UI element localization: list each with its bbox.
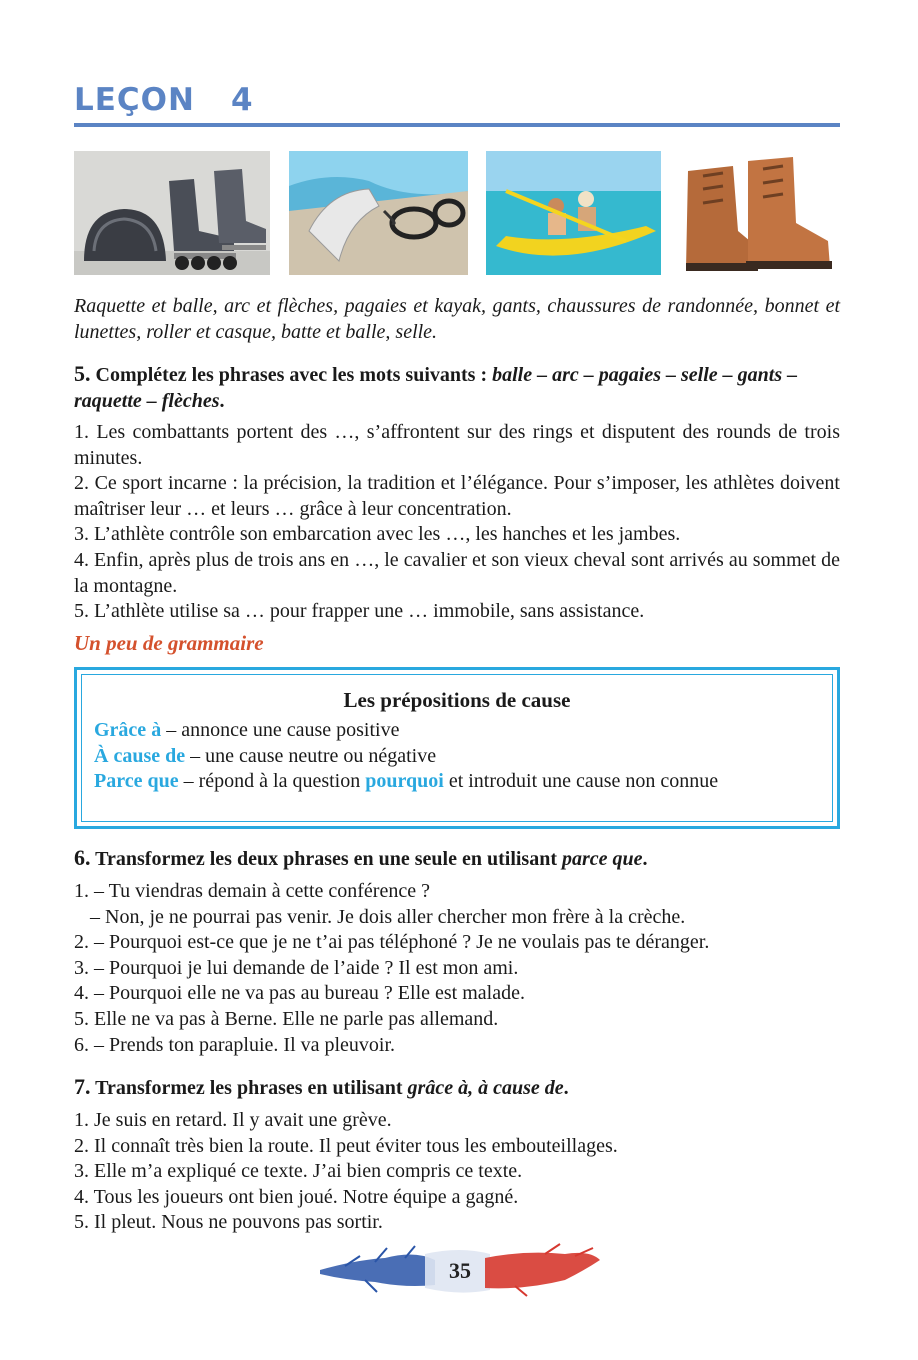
exercise-number: 5. xyxy=(74,361,91,386)
page-footer xyxy=(315,1240,605,1300)
exercise-line: 5. Il pleut. Nous ne pouvons pas sortir. xyxy=(74,1211,383,1234)
exercise-5-instruction: 5. Complétez les phrases avec les mots suivants : balle – arc – pagaies – selle – gants – raquette – flèches. xyxy=(74,361,798,412)
exercise-5 xyxy=(74,361,840,625)
exercise-line: 3. – Pourquoi je lui demande de l’aide ? Il est mon ami. xyxy=(74,956,519,979)
exercise-number: 7. xyxy=(74,1074,91,1099)
grammar-box-title: Les prépositions de cause xyxy=(343,688,571,712)
exercise-6 xyxy=(74,845,840,1058)
kayak-photo xyxy=(486,151,661,275)
exercise-line: 3. Elle m’a expliqué ce texte. J’ai bien compris ce texte. xyxy=(74,1160,523,1183)
exercise-line: 4. – Pourquoi elle ne va pas au bureau ? Elle est malade. xyxy=(74,982,525,1005)
exercise-line: 2. Ce sport incarne : la précision, la tradition et l’élégance. Pour s’imposer, les athlètes doivent maîtriser leur … et leurs … grâce à leur concentration. xyxy=(74,472,840,520)
exercise-line: 5. Elle ne va pas à Berne. Elle ne parle pas allemand. xyxy=(74,1007,499,1030)
title-rule xyxy=(74,123,840,127)
word-list: balle – arc – pagaies – selle – gants – raquette – flèches xyxy=(74,364,798,412)
grammar-term: À cause de xyxy=(94,744,186,767)
exercise-line: 1. Les combattants portent des …, s’affrontent sur des rings et disputent des rounds de trois minutes. xyxy=(74,421,840,469)
exercise-line: 5. L’athlète utilise sa … pour frapper une … immobile, sans assistance. xyxy=(74,600,645,623)
page-number: 35 xyxy=(449,1258,471,1283)
exercise-number: 6. xyxy=(74,845,91,870)
grammar-row: Grâce à – annonce une cause positive xyxy=(94,719,400,741)
grammar-term: Grâce à xyxy=(94,719,162,741)
exercise-line: 6. – Prends ton parapluie. Il va pleuvoir. xyxy=(74,1033,396,1056)
exercise-line: 1. Je suis en retard. Il y avait une grève. xyxy=(74,1109,392,1131)
exercise-line: 2. Il connaît très bien la route. Il peut éviter tous les embouteillages. xyxy=(74,1134,618,1157)
swim-cap-goggles-photo xyxy=(289,151,468,275)
exercise-6-instruction: 6. Transformez les deux phrases en une seule en utilisant parce que. xyxy=(74,845,648,870)
photo-strip xyxy=(74,151,840,275)
grammar-term: pourquoi xyxy=(365,770,444,793)
exercise-7-instruction: 7. Transformez les phrases en utilisant grâce à, à cause de. xyxy=(74,1074,569,1099)
photo-caption: Raquette et balle, arc et flèches, pagaies et kayak, gants, chaussures de randonnée, bonnet et lunettes, roller et casque, batte et balle, selle. xyxy=(74,295,840,343)
grammar-box xyxy=(74,667,840,829)
exercise-7 xyxy=(74,1074,840,1236)
hiking-boots-photo xyxy=(678,151,840,275)
lesson-title xyxy=(74,82,254,118)
exercise-line: 3. L’athlète contrôle son embarcation avec les …, les hanches et les jambes. xyxy=(74,523,681,546)
lesson-number: 4 xyxy=(230,82,254,118)
exercise-line: 4. Enfin, après plus de trois ans en …, le cavalier et son vieux cheval sont arrivés au sommet de la montagne. xyxy=(74,548,840,597)
grammar-term: Parce que xyxy=(94,770,179,793)
rollerblades-helmet-photo xyxy=(74,151,270,275)
exercise-line: 1. – Tu viendras demain à cette conférence ? xyxy=(74,880,430,902)
exercise-line: – Non, je ne pourrai pas venir. Je dois aller chercher mon frère à la crèche. xyxy=(90,905,686,928)
grammar-row: À cause de – une cause neutre ou négative xyxy=(94,744,437,767)
exercise-line: 2. – Pourquoi est-ce que je ne t’ai pas téléphoné ? Je ne voulais pas te déranger. xyxy=(74,931,710,954)
grammar-heading: Un peu de grammaire xyxy=(74,631,264,655)
grammar-row: Parce que – répond à la question pourquoi et introduit une cause non connue xyxy=(94,770,719,793)
lesson-word: LEÇON xyxy=(74,82,195,118)
exercise-line: 4. Tous les joueurs ont bien joué. Notre équipe a gagné. xyxy=(74,1185,519,1208)
